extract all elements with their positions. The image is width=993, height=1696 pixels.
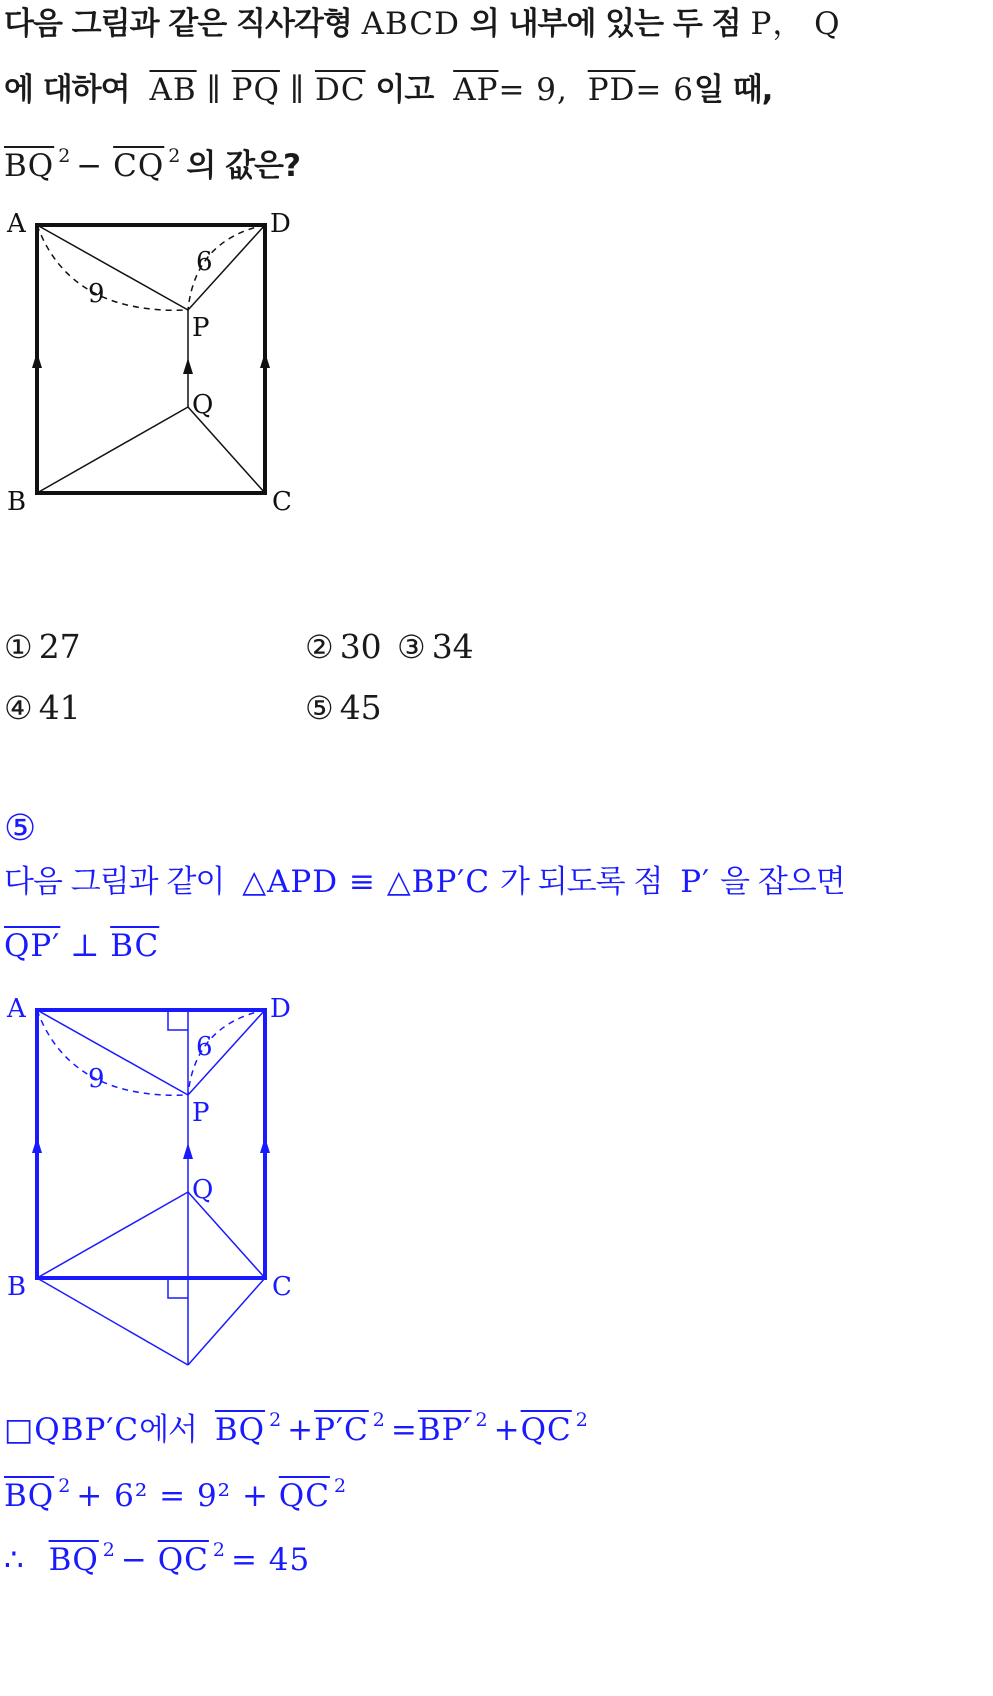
segment-bq-line [37,1192,188,1278]
parallel-symbol: ∥ [206,72,222,108]
label-c: C [272,487,292,517]
solution-eq-2 [4,1466,352,1516]
math-rect: ABCD [361,6,460,42]
choice-1[interactable] [4,627,81,667]
choice-mark: ③ [397,628,426,666]
exponent: 2 [475,1409,488,1431]
choice-value: 45 [339,688,382,727]
question-text: 에 대하여 [4,72,130,108]
question-text: 다음 그림과 같은 직사각형 [4,6,352,42]
segment-ap-line [37,1010,188,1095]
arrow-up-icon [183,358,193,374]
segment-dc: $\overline{DC}$ [314,72,366,108]
question-text: 의 값은? [186,148,300,184]
exponent: 2 [575,1409,588,1431]
arrow-up-icon [32,352,42,368]
math-point-q: Q [814,6,841,42]
right-angle-mark [168,1278,188,1298]
segment-qc: $\overline{QC}$ [157,1542,209,1578]
length-pd: 6 [196,1032,213,1062]
parallel-symbol: ∥ [289,72,306,108]
right-angle-mark [168,1010,188,1030]
question-text: 이고 [375,72,434,108]
exponent: 2 [333,1475,347,1497]
length-ap: 9 [88,279,105,309]
label-d: D [270,994,291,1024]
segment-qp-prime: QP′ [4,928,61,964]
plus-sign: + [493,1412,521,1448]
choice-mark: ⑤ [305,689,334,727]
exponent: 2 [372,1409,385,1431]
exponent: 2 [58,145,71,167]
question-line-1 [4,4,841,44]
result: = 45 [230,1542,311,1578]
choice-value: 30 [339,627,382,666]
exponent: 2 [168,145,181,167]
choice-5[interactable] [305,688,382,728]
equals-sign: = [390,1412,418,1448]
solution-line-1 [4,862,845,902]
length-ap: 9 [88,1064,105,1094]
arrow-up-icon [260,352,270,368]
solution-eq-3 [4,1530,310,1580]
label-a: A [7,209,26,239]
choice-4[interactable] [4,688,81,728]
arrow-up-icon [260,1137,270,1153]
question-text: 일 때, [693,72,773,108]
rectangle-border [37,225,265,493]
arrow-up-icon [183,1143,193,1159]
question-line-3 [4,136,300,186]
segment-bp-prime: BP′ [417,1412,472,1448]
segment-pd: $\overline{PD}$ [587,72,636,108]
label-q: Q [192,390,214,420]
length-pd: 6 [196,247,213,277]
label-b: B [7,1272,27,1302]
label-a: A [7,994,26,1024]
answer-mark: ⑤ [4,808,37,849]
label-q: Q [192,1175,214,1205]
exponent: 2 [212,1539,225,1561]
choice-3[interactable] [397,627,474,667]
arrow-up-icon [32,1137,42,1153]
segment-qc: $\overline{QC}$ [520,1412,572,1448]
exponent: 2 [102,1539,115,1561]
figure-rectangle-abcd [0,200,330,530]
segment-ap: $\overline{AP}$ [453,72,499,108]
equation: = 6 [635,72,694,108]
exponent: 2 [58,1475,71,1497]
segment-pq: $\overline{PQ}$ [231,72,280,108]
segment-cq: $\overline{CQ}$ [113,148,165,184]
choice-value: 34 [431,627,474,666]
separator: ， [772,6,805,42]
therefore-symbol: ∴ [4,1542,25,1578]
segment-p-prime-c: P′C [314,1412,369,1448]
solution-line-2 [4,926,159,966]
choice-mark: ④ [4,689,33,727]
label-d: D [270,209,291,239]
segment-bq: $\overline{BQ}$ [4,148,55,184]
solution-eq-1 [4,1400,594,1450]
rectangle-border [37,1010,265,1278]
segment-bq: $\overline{BQ}$ [48,1542,99,1578]
minus-sign: − [76,148,104,184]
segment-bq: $\overline{BQ}$ [214,1412,266,1448]
solution-text: 가 되도록 점 [499,864,663,900]
segment-qc: $\overline{QC}$ [278,1478,330,1514]
segment-ab: $\overline{AB}$ [149,72,197,108]
segment-cp-prime-line [188,1278,265,1365]
segment-bq-line [37,407,188,493]
segment-ap-line [37,225,188,310]
figure-solution [0,985,330,1380]
solution-text: 을 잡으면 [720,864,845,900]
perpendicular-symbol: ⊥ [70,928,101,964]
label-c: C [272,1272,292,1302]
minus-sign: − [120,1542,148,1578]
choice-mark: ② [305,628,334,666]
point-p-prime: P′ [680,864,711,900]
question-text: 의 내부에 있는 두 점 [469,6,741,42]
exponent: 2 [269,1409,282,1431]
label-p: P [192,1098,210,1128]
label-b: B [7,487,27,517]
segment-bp-prime-line [37,1278,188,1365]
congruence: △APD ≡ △BP′C [242,864,491,900]
segment-bq: $\overline{BQ}$ [4,1478,55,1514]
label-p: P [192,313,210,343]
equation: = 9, [498,72,568,108]
choice-value: 27 [38,627,81,666]
solution-text: 에서 [139,1412,198,1448]
choice-value: 41 [38,688,81,727]
choice-2[interactable] [305,627,382,667]
question-line-2 [4,70,772,110]
choice-mark: ① [4,628,33,666]
solution-text: 다음 그림과 같이 [4,864,225,900]
segment-bc: $\overline{BC}$ [110,928,160,964]
plus-sign: + [287,1412,315,1448]
equation-rest: + 6² = 9² + [76,1478,269,1514]
math-point-p: P [750,6,773,42]
quadrilateral: □QBP′C [4,1412,140,1448]
